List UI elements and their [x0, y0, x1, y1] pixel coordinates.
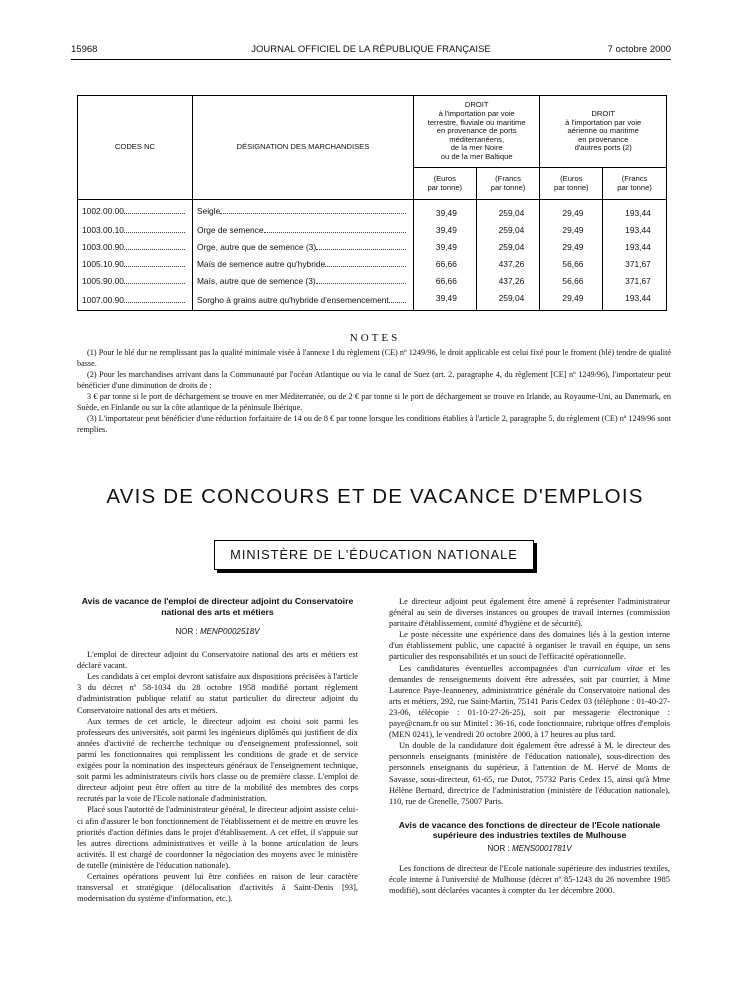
cell-code: 1005.10.90 [78, 255, 193, 272]
paragraph: Placé sous l'autorité de l'administrateur général, le directeur adjoint assiste celui-ci afin d'assurer le bon fonctionnement de l'établissement et de mettre en œuvre les priorités d'action définies dans le projet d'établissement. A cet effet, il s'appuie sur les autres directions administratives et veille à la bonne articulation de leurs activités. Il est chargé de coordonner la négociation des moyens avec le ministère de tutelle (ministère de l'éducation nationale). [77, 805, 358, 870]
cell-code: 1002.00.00 [78, 200, 193, 222]
cell-code: 1003.00.10 [78, 221, 193, 238]
notes [77, 347, 671, 435]
cell-euros-1: 66,66 [413, 255, 476, 272]
right-column [389, 596, 670, 896]
candidatures-paragraph: Les candidatures éventuelles accompagnées d'un curriculum vitae et les demandes de renseignements doivent être adressées, soit par courrier, à Mme Laurence Paye-Jeanneney, administratrice générale du Conservatoire national des arts et métiers, 292, rue Saint-Martin, 75141 Paris Cedex 03 (téléphone : 01-40-27-23-06, télécopie : 01-10-27-26-25), soit par messagerie électronique : paye@cnam.fr ou sur Minitel : 36-16, code fonctionnaire, rubrique offres d'emplois (MEN 0241), le vendredi 20 octobre 2000, à 17 heures au plus tard. [389, 663, 671, 740]
note-1: (1) Pour le blé dur ne remplissant pas la qualité minimale visée à l'annexe I du règlement (CE) nº 1249/96, le droit applicable est celui fixé pour le froment (blé) tendre de qualité basse. [77, 348, 671, 368]
cell-designation: Sorgho à grains autre qu'hybride d'ensemencement [192, 289, 413, 311]
cell-francs-2: 371,67 [603, 272, 667, 289]
paragraph: Certaines opérations peuvent lui être confiées en raison de leur caractère transversal et stratégique (délocalisation d'activités à Saint-Denis [93], modernisation du système d'information, etc.). [77, 871, 358, 904]
cell-francs-2: 193,44 [603, 200, 667, 222]
table-row [78, 289, 667, 311]
tariff-table [77, 95, 667, 311]
issue-date: 7 octobre 2000 [607, 44, 671, 55]
cell-designation: Maïs de semence autre qu'hybride [192, 255, 413, 272]
cell-euros-1: 39,49 [413, 289, 476, 311]
col-header-droit-2: DROIT à l'importation par voie aérienne ou maritime en provenance d'autres ports (2) [540, 96, 667, 168]
cell-francs-1: 259,04 [476, 238, 540, 255]
page-header [71, 44, 671, 58]
paragraph: Aux termes de cet article, le directeur adjoint est choisi soit parmi les professeurs des universités, soit parmi les ingénieurs diplômés qui justifient de dix années d'activité de recherche technique ou d'enseignement professionnel, soit parmi les fonctionnaires qui remplissent les conditions de grade et de service exigées pour la nomination des inspecteurs généraux de l'enseignement technique, soit parmi les administrateurs civils hors classe ou de première classe. L'emploi de directeur adjoint peut être offert au titre de la mobilité des membres des corps recrutés par la voie de l'Ecole nationale d'administration. [77, 716, 358, 804]
col-header-designation: DÉSIGNATION DES MARCHANDISES [192, 96, 413, 200]
notice-heading-2: Avis de vacance des fonctions de directeur de l'Ecole nationale supérieure des industries textiles de Mulhouse [398, 819, 661, 841]
cell-code: 1005.90.00 [78, 272, 193, 289]
unit-francs-1: (Francs par tonne) [476, 168, 540, 200]
cell-designation: Orge, autre que de semence (3) [192, 238, 413, 255]
table-row [78, 255, 667, 272]
cell-euros-2: 29,49 [540, 289, 603, 311]
cell-designation: Maïs, autre que de semence (3) [192, 272, 413, 289]
page-number: 15968 [71, 44, 98, 55]
cell-euros-1: 39,49 [413, 238, 476, 255]
paragraph: Les fonctions de directeur de l'Ecole nationale supérieure des industries textiles, école interne à l'université de Mulhouse (décret nº 85-1243 du 26 novembre 1985 modifié), sont déclarées vacantes à compter du 1er décembre 2000. [389, 863, 670, 896]
cell-euros-2: 56,66 [540, 255, 603, 272]
col-header-droit-1: DROIT à l'importation par voie terrestre, fluviale ou maritime en provenance de ports méditerranéens, de la mer Noire ou de la mer Baltique [413, 96, 540, 168]
unit-euros-2: (Euros par tonne) [540, 168, 603, 200]
notice-heading-1: Avis de vacance de l'emploi de directeur adjoint du Conservatoire national des arts et métiers [81, 596, 354, 617]
cell-code: 1007.00.90 [78, 289, 193, 311]
cell-euros-2: 29,49 [540, 238, 603, 255]
cell-designation: Seigle [192, 200, 413, 222]
cell-designation: Orge de semence [192, 221, 413, 238]
cell-francs-2: 193,44 [603, 238, 667, 255]
left-column [77, 596, 358, 904]
table-row [78, 221, 667, 238]
note-2: (2) Pour les marchandises arrivant dans la Communauté par l'océan Atlantique ou via le canal de Suez (art. 2, paragraphe 4, du règlement [CE] nº 1249/96), l'importateur peut bénéficier d'une diminution de droits de : [77, 370, 671, 390]
note-3: (3) L'importateur peut bénéficier d'une réduction forfaitaire de 14 ou de 8 € par tonne lorsque les conditions établies à l'article 2, paragraphe 5, du règlement (CE) nº 1249/96 sont remplies. [77, 414, 671, 434]
cell-francs-1: 437,26 [476, 255, 540, 272]
ministry-box: MINISTÈRE DE L'ÉDUCATION NATIONALE [214, 540, 534, 570]
cell-euros-2: 29,49 [540, 221, 603, 238]
cell-francs-2: 371,67 [603, 255, 667, 272]
cell-euros-1: 39,49 [413, 200, 476, 222]
nor-reference-2: NOR : MENS0001781V [487, 843, 572, 853]
paragraph: Le poste nécessite une expérience dans des domaines liés à la gestion interne d'un établissement public, une capacité à organiser le travail en équipe, un sens particulier des responsabilités et un souci de l'efficacité opérationnelle. [389, 630, 670, 662]
section-title: AVIS DE CONCOURS ET DE VACANCE D'EMPLOIS [106, 485, 644, 508]
paragraph: Un double de la candidature doit également être adressé à M. le directeur des personnels enseignants (ministère de l'éducation nationale), sous-direction des personnels enseignants du supérieur, à l'attention de M. Hervé de Monts de Savasse, sous-directeur, 61-65, rue Dutot, 75732 Paris Cedex 15, ainsi qu'à Mme Hélène Bernard, directrice de l'administration (ministère de l'éducation nationale), 110, rue de Grenelle, 75007 Paris. [389, 741, 670, 806]
unit-francs-2: (Francs par tonne) [603, 168, 667, 200]
paragraph: L'emploi de directeur adjoint du Conservatoire national des arts et métiers est déclaré vacant. [77, 650, 358, 671]
cell-francs-1: 437,26 [476, 272, 540, 289]
col-header-codes: CODES NC [78, 96, 193, 200]
cell-euros-2: 29,49 [540, 200, 603, 222]
cell-code: 1003.00.90 [78, 238, 193, 255]
header-rule [71, 59, 671, 60]
notes-title: NOTES [349, 332, 401, 344]
cell-francs-1: 259,04 [476, 289, 540, 311]
cell-francs-1: 259,04 [476, 221, 540, 238]
paragraph: Le directeur adjoint peut également être amené à représenter l'administrateur général au sein de diverses instances ou groupes de travail internes (commission paritaire d'établissement, comité d'hygiène et de sécurité). [389, 597, 670, 629]
cell-euros-2: 56,66 [540, 272, 603, 289]
unit-euros-1: (Euros par tonne) [413, 168, 476, 200]
cell-francs-2: 193,44 [603, 221, 667, 238]
table-row [78, 200, 667, 222]
cell-euros-1: 39,49 [413, 221, 476, 238]
cell-francs-2: 193,44 [603, 289, 667, 311]
table-row [78, 238, 667, 255]
nor-reference-1: NOR : MENP0002518V [175, 627, 260, 636]
paragraph: Les candidats à cet emploi devront satisfaire aux dispositions précisées à l'article 3 du décret nº 58-1034 du 28 octobre 1958 modifié portant règlement d'administration publique relatif au statut particulier du directeur adjoint du Conservatoire national des arts et métiers. [77, 672, 358, 715]
note-2-detail: 3 € par tonne si le port de déchargement se trouve en mer Méditerranée, ou de 2 € par tonne si le port de déchargement se trouve en Irlande, au Royaume-Uni, au Danemark, en Suède, en Finlande ou sur la côte atlantique de la péninsule Ibérique. [77, 392, 671, 412]
journal-title: JOURNAL OFFICIEL DE LA RÉPUBLIQUE FRANÇAISE [251, 44, 491, 55]
table-row [78, 272, 667, 289]
cell-euros-1: 66,66 [413, 272, 476, 289]
cell-francs-1: 259,04 [476, 200, 540, 222]
